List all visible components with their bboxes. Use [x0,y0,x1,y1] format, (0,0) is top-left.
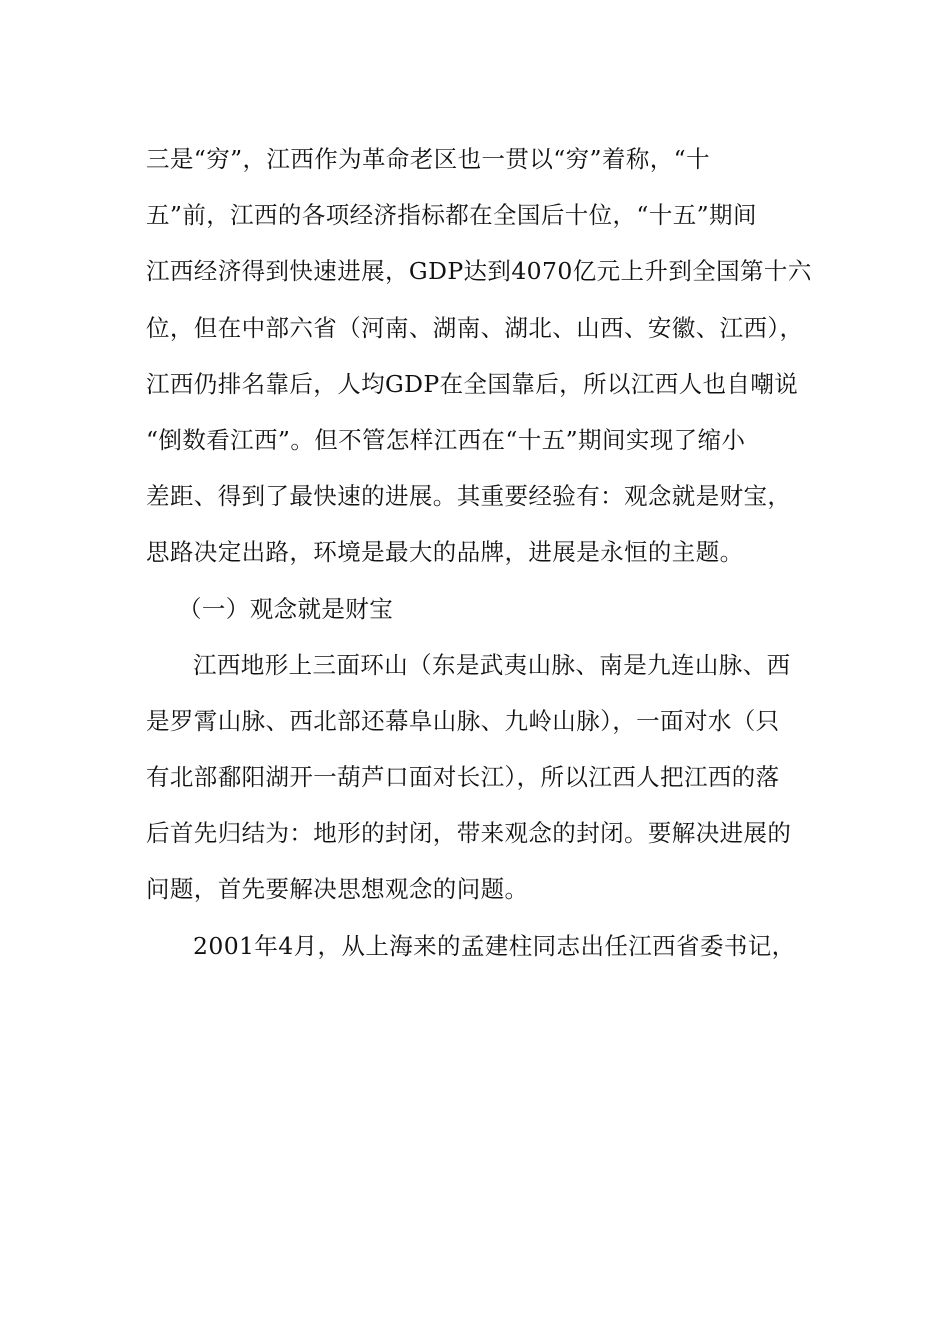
paragraph-line: 位，但在中部六省（河南、湖南、湖北、山西、安徽、江西）， [146,313,804,342]
document-body [146,131,810,974]
paragraph-line: “倒数看江西”。但不管怎样江西在“十五”期间实现了缩小 [146,425,746,454]
paragraph-line: 差距、得到了最快速的进展。其重要经验有：观念就是财宝， [146,482,792,511]
paragraph-line: 江西仍排名靠后，人均GDP在全国靠后，所以江西人也自嘲说 [146,369,799,398]
paragraph-line: 后首先归结为：地形的封闭，带来观念的封闭。要解决进展的 [146,819,792,848]
paragraph-line: 江西经济得到快速进展，GDP达到4070亿元上升到全国第十六 [146,257,812,286]
paragraph-line: 江西地形上三面环山（东是武夷山脉、南是九连山脉、西 [193,650,791,679]
paragraph-line: 五”前，江西的各项经济指标都在全国后十位，“十五”期间 [146,201,757,230]
paragraph-line: 思路决定出路，环境是最大的品牌，进展是永恒的主题。 [146,538,744,567]
paragraph-line: 是罗霄山脉、西北部还幕阜山脉、九岭山脉），一面对水（只 [146,706,780,735]
paragraph-line: 三是“穷”，江西作为革命老区也一贯以“穷”着称，“十 [146,145,710,173]
paragraph-line: 问题，首先要解决思想观念的问题。 [146,875,529,904]
paragraph-line: 2001年4月，从上海来的孟建柱同志出任江西省委书记， [193,931,796,960]
paragraph-line: 有北部鄱阳湖开一葫芦口面对长江），所以江西人把江西的落 [146,763,780,792]
section-heading: （一）观念就是财宝 [178,594,394,623]
